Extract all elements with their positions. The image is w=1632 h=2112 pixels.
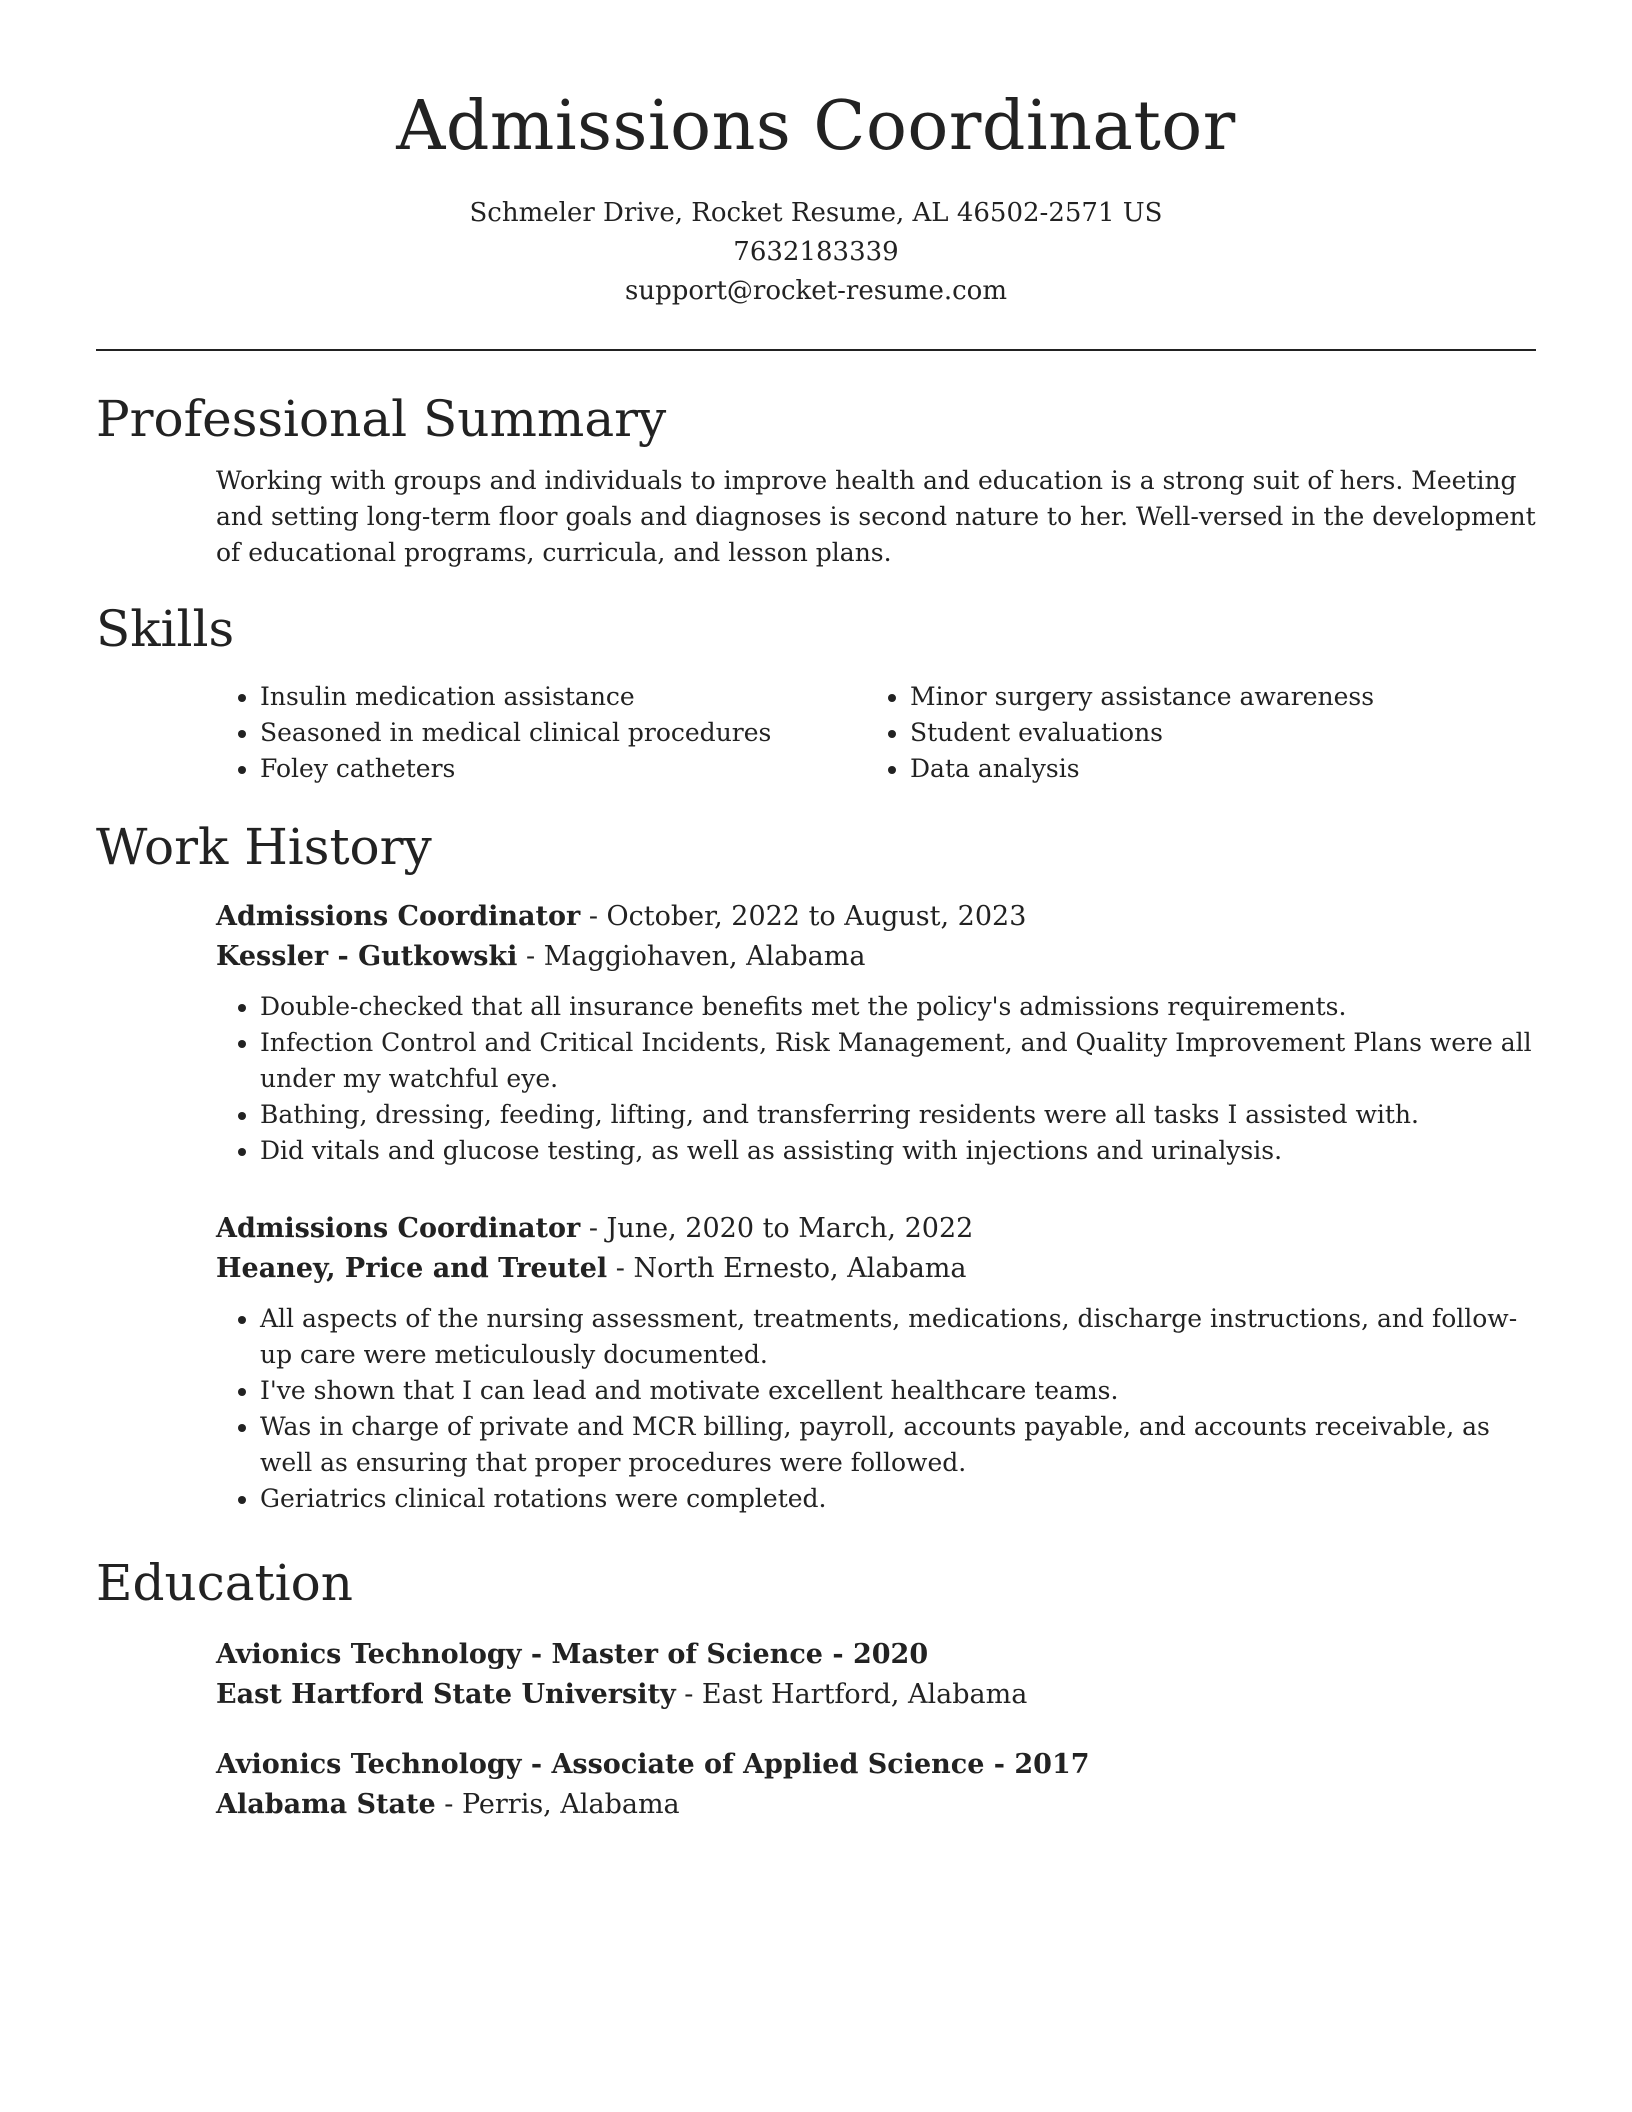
school-name: Alabama State xyxy=(216,1789,436,1820)
job-title-line xyxy=(216,1209,1536,1249)
education-section xyxy=(96,1551,1536,1825)
job-location: - North Ernesto, Alabama xyxy=(607,1253,967,1284)
duty-item: • Bathing, dressing, feeding, lifting, and transferring residents were all tasks I assisted with. xyxy=(260,1097,1536,1133)
school-location: - East Hartford, Alabama xyxy=(675,1679,1028,1710)
skill-item: • Insulin medication assistance xyxy=(260,679,866,715)
duty-item: • Did vitals and glucose testing, as well as assisting with injections and urinalysis. xyxy=(260,1133,1536,1169)
skill-item: • Minor surgery assistance awareness xyxy=(910,679,1374,715)
job-title-line xyxy=(216,897,1536,937)
work-history-heading: Work History xyxy=(96,818,432,876)
header-divider xyxy=(96,349,1536,351)
contact-info xyxy=(96,194,1536,311)
job-role: Admissions Coordinator xyxy=(216,901,581,932)
duty-item: • Was in charge of private and MCR billing, payroll, accounts payable, and accounts receivable, as well as ensuring that proper procedures were followed. xyxy=(260,1409,1536,1481)
education-degree xyxy=(216,1745,1536,1785)
degree-text: Avionics Technology - Associate of Applied Science - 2017 xyxy=(216,1749,1090,1780)
education-entry xyxy=(216,1635,1536,1715)
duty-item: • I've shown that I can lead and motivate excellent healthcare teams. xyxy=(260,1373,1536,1409)
skills-heading: Skills xyxy=(96,600,235,658)
job-entry xyxy=(216,897,1536,1169)
skill-item: • Foley catheters xyxy=(260,751,866,787)
job-dates: - October, 2022 to August, 2023 xyxy=(580,901,1027,932)
email: support@rocket-resume.com xyxy=(624,276,1007,306)
skill-item: • Student evaluations xyxy=(910,715,1374,751)
job-location: - Maggiohaven, Alabama xyxy=(517,941,866,972)
duty-item: • All aspects of the nursing assessment, treatments, medications, discharge instructions, and follow-up care were meticulously documented. xyxy=(260,1301,1536,1373)
skill-item: • Seasoned in medical clinical procedures xyxy=(260,715,866,751)
resume-header xyxy=(96,0,1536,311)
job-entry xyxy=(216,1209,1536,1517)
education-degree xyxy=(216,1635,1536,1675)
education-heading: Education xyxy=(96,1554,353,1612)
candidate-title: Admissions Coordinator xyxy=(396,87,1236,166)
job-duties xyxy=(216,1301,1536,1517)
summary-section xyxy=(96,387,1536,571)
duty-item: • Double-checked that all insurance benefits met the policy's admissions requirements. xyxy=(260,989,1536,1025)
work-history-section xyxy=(96,815,1536,1517)
school-location: - Perris, Alabama xyxy=(435,1789,680,1820)
summary-heading: Professional Summary xyxy=(96,390,667,448)
education-school-line xyxy=(216,1785,1536,1825)
job-dates: - June, 2020 to March, 2022 xyxy=(580,1213,974,1244)
education-school-line xyxy=(216,1675,1536,1715)
degree-text: Avionics Technology - Master of Science - 2020 xyxy=(216,1639,929,1670)
skills-column-left xyxy=(216,679,866,787)
duty-item: • Infection Control and Critical Incidents, Risk Management, and Quality Improvement Plans were all under my watchful eye. xyxy=(260,1025,1536,1097)
job-company: Heaney, Price and Treutel xyxy=(216,1253,608,1284)
job-company: Kessler - Gutkowski xyxy=(216,941,518,972)
phone: 7632183339 xyxy=(733,237,899,267)
skills-section xyxy=(96,597,1536,787)
skills-list xyxy=(96,679,1536,787)
school-name: East Hartford State University xyxy=(216,1679,676,1710)
education-entry xyxy=(216,1745,1536,1825)
job-role: Admissions Coordinator xyxy=(216,1213,581,1244)
skills-column-right xyxy=(866,679,1374,787)
address: Schmeler Drive, Rocket Resume, AL 46502-2571 US xyxy=(469,198,1163,228)
job-duties xyxy=(216,989,1536,1169)
summary-text: Working with groups and individuals to improve health and education is a strong suit of hers. Meeting and setting long-term floor goals and diagnoses is second nature to her. Well-versed in the development of educational programs, curricula, and lesson plans. xyxy=(216,466,1536,567)
job-company-line xyxy=(216,937,1536,977)
skill-item: • Data analysis xyxy=(910,751,1374,787)
duty-item: • Geriatrics clinical rotations were completed. xyxy=(260,1481,1536,1517)
job-company-line xyxy=(216,1249,1536,1289)
